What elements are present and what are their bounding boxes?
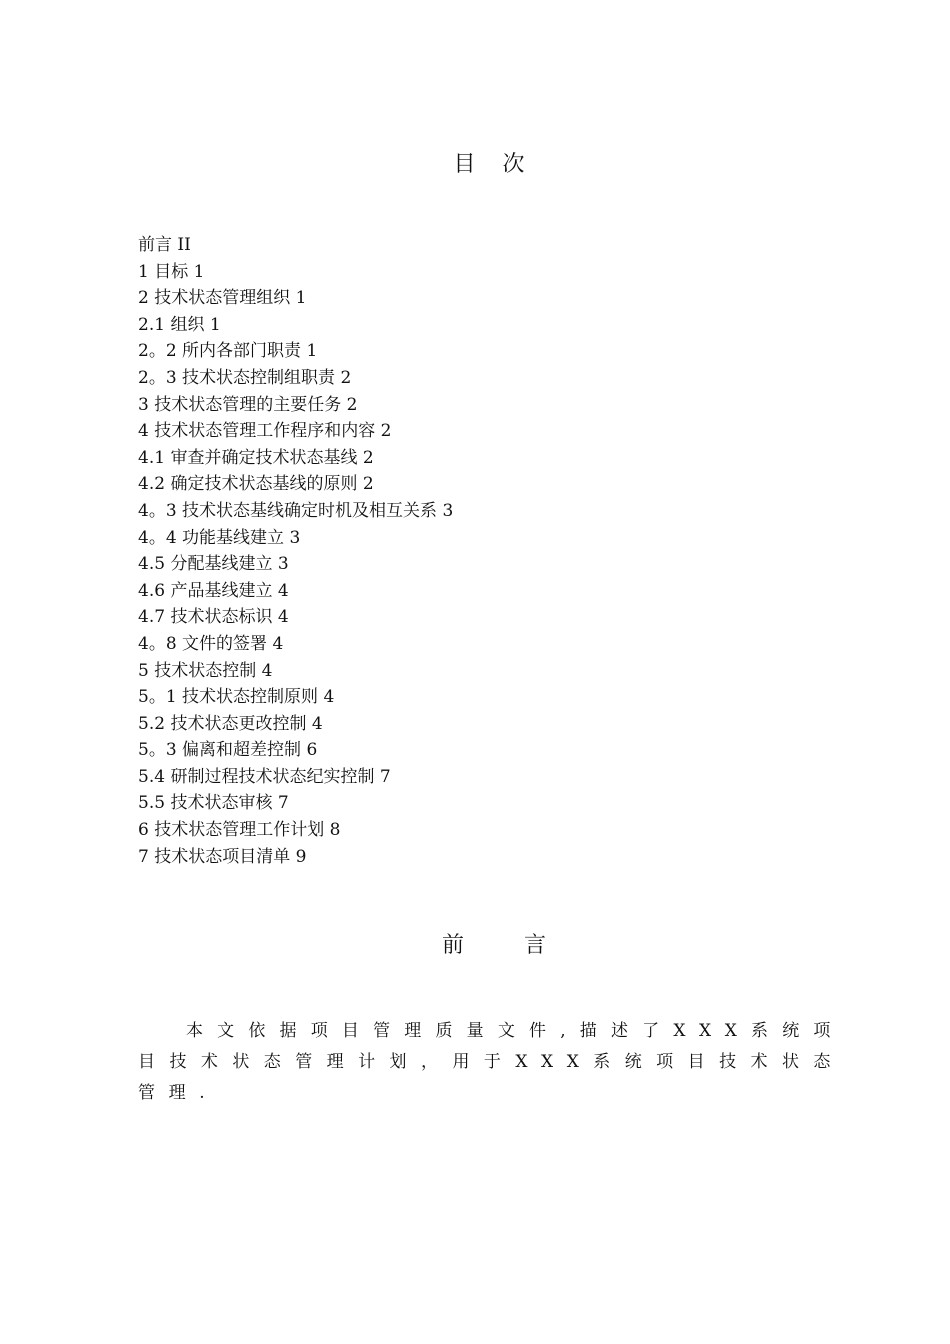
toc-item[interactable]: 1 目标 1 (138, 261, 205, 282)
toc-list (138, 232, 453, 870)
toc-item[interactable]: 4.7 技术状态标识 4 (138, 607, 289, 628)
toc-item[interactable]: 6 技术状态管理工作计划 8 (138, 820, 341, 841)
toc-item[interactable]: 5 技术状态控制 4 (138, 660, 273, 681)
toc-item[interactable]: 4 技术状态管理工作程序和内容 2 (138, 421, 392, 442)
toc-item[interactable]: 7 技术状态项目清单 9 (138, 846, 307, 867)
toc-item[interactable]: 5。3 偏离和超差控制 6 (138, 740, 318, 761)
toc-item[interactable]: 5。1 技术状态控制原则 4 (138, 687, 335, 708)
preface-title: 前言 (441, 933, 606, 958)
toc-item[interactable]: 4.5 分配基线建立 3 (138, 554, 289, 575)
preface-body: 本文依据项目管理质量文件,描述了XXX系统项目技术状态管理计划，用于XXX系统项目技术状态管理. (138, 1021, 844, 1103)
toc-item[interactable]: 2.1 组织 1 (138, 314, 221, 335)
toc-item[interactable]: 2。3 技术状态控制组职责 2 (138, 367, 352, 388)
toc-item[interactable]: 前言 II (138, 235, 191, 255)
toc-item[interactable]: 4.6 产品基线建立 4 (138, 580, 289, 601)
toc-item[interactable]: 5.2 技术状态更改控制 4 (138, 713, 323, 734)
toc-item[interactable]: 2 技术状态管理组织 1 (138, 288, 307, 309)
toc-item[interactable]: 3 技术状态管理的主要任务 2 (138, 394, 358, 415)
toc-item[interactable]: 5.5 技术状态审核 7 (138, 793, 289, 814)
toc-item[interactable]: 4.2 确定技术状态基线的原则 2 (138, 474, 374, 495)
toc-title: 目 次 (453, 152, 535, 177)
toc-item[interactable]: 4。8 文件的签署 4 (138, 633, 284, 654)
toc-item[interactable]: 5.4 研制过程技术状态纪实控制 7 (138, 766, 391, 787)
toc-item[interactable]: 4.1 审查并确定技术状态基线 2 (138, 447, 374, 468)
toc-item[interactable]: 4。3 技术状态基线确定时机及相互关系 3 (138, 500, 454, 521)
toc-item[interactable]: 2。2 所内各部门职责 1 (138, 341, 318, 362)
toc-item[interactable]: 4。4 功能基线建立 3 (138, 527, 301, 548)
